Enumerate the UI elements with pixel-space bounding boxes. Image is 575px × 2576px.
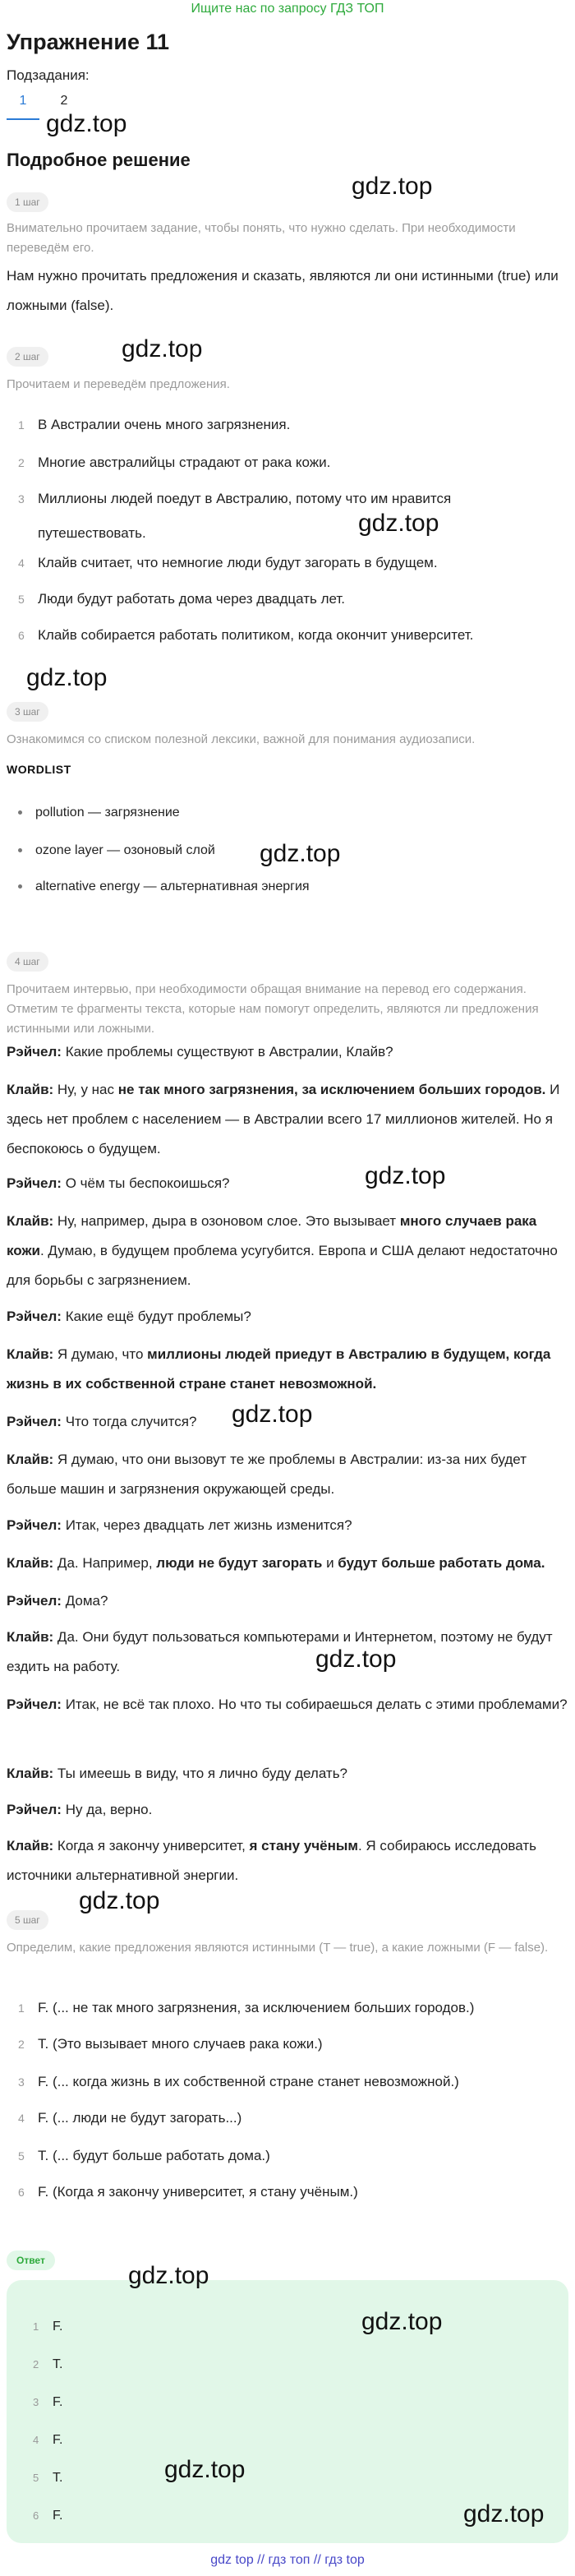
watermark: gdz.top	[79, 1887, 160, 1914]
item-number: 6	[18, 2186, 25, 2199]
step-1-description: Внимательно прочитаем задание, чтобы понять, что нужно сделать. При необходимости переведём его.	[7, 221, 516, 255]
speaker-name: Рэйчел:	[7, 1593, 62, 1609]
speaker-name: Клайв:	[7, 1082, 54, 1097]
speaker-name: Клайв:	[7, 1629, 54, 1645]
bullet-icon	[18, 810, 22, 815]
item-text: Многие австралийцы страдают от рака кожи.	[38, 455, 331, 470]
dialog-line	[7, 1445, 568, 1504]
item-number: 3	[18, 492, 25, 506]
dialog-line	[7, 1831, 568, 1890]
item-text: F.	[53, 2395, 63, 2409]
dialog-text: Я думаю, что они вызовут те же проблемы в Австралии: из-за них будет больше машин и загрязнения окружающей среды.	[7, 1452, 527, 1497]
item-number: 5	[33, 2472, 39, 2484]
bullet-icon	[18, 848, 22, 852]
highlighted-fragment: будут больше работать дома.	[338, 1555, 545, 1571]
step-4-description: Прочитаем интервью, при необходимости обращая внимание на перевод его содержания. Отметим те фрагменты текста, которые нам помогут определить, являются ли предложения истинными или ложными.	[7, 982, 539, 1036]
speaker-name: Клайв:	[7, 1346, 54, 1362]
item-text: Клайв собирается работать политиком, когда окончит университет.	[38, 627, 474, 643]
answer-item	[33, 2509, 62, 2523]
item-text: T.	[53, 2471, 63, 2485]
step-chip-2: 2 шаг	[7, 347, 48, 367]
dialog-line	[7, 1623, 568, 1682]
watermark: gdz.top	[315, 1646, 397, 1673]
item-text: F. (... когда жизнь в их собственной стране станет невозможной.)	[38, 2074, 459, 2089]
speaker-name: Рэйчел:	[7, 1517, 62, 1533]
footer-link-gdz-top-mixed[interactable]: гдз top	[324, 2553, 365, 2567]
dialog-line	[7, 1037, 568, 1067]
dialog-text: Итак, через двадцать лет жизнь изменится?	[61, 1517, 352, 1533]
item-text: F.	[53, 2320, 63, 2334]
footer-links	[0, 2553, 575, 2568]
item-text: T. (... будут больше работать дома.)	[38, 2148, 270, 2163]
dialog-line	[7, 1549, 568, 1578]
item-text: F.	[53, 2433, 63, 2447]
item-number: 4	[33, 2434, 39, 2446]
item-number: 6	[18, 629, 25, 642]
word-text: ozone layer — озоновый слой	[35, 843, 215, 857]
item-number: 3	[18, 2075, 25, 2089]
dialog-line	[7, 1759, 568, 1789]
answer-chip: Ответ	[7, 2251, 55, 2270]
step-3-description: Ознакомимся со списком полезной лексики, важной для понимания аудиозаписи.	[7, 732, 476, 746]
highlighted-fragment: не так много загрязнения, за исключением больших городов.	[117, 1082, 546, 1097]
step-chip-4: 4 шаг	[7, 952, 48, 972]
list-item	[7, 2065, 565, 2099]
item-number: 1	[18, 418, 25, 432]
item-number: 4	[18, 556, 25, 570]
item-number: 2	[18, 2038, 25, 2051]
solution-title: Подробное решение	[7, 150, 191, 170]
item-number: 1	[18, 2001, 25, 2015]
answer-item	[33, 2395, 62, 2410]
bullet-icon	[18, 884, 22, 889]
footer-separator: //	[257, 2553, 265, 2567]
speaker-name: Клайв:	[7, 1213, 54, 1229]
watermark: gdz.top	[365, 1162, 446, 1189]
word-text: pollution — загрязнение	[35, 806, 180, 819]
list-item	[7, 618, 565, 653]
speaker-name: Рэйчел:	[7, 1309, 62, 1324]
dialog-line	[7, 1340, 568, 1399]
dialog-line	[7, 1511, 568, 1540]
speaker-name: Рэйчел:	[7, 1802, 62, 1817]
speaker-name: Рэйчел:	[7, 1044, 62, 1059]
watermark: gdz.top	[358, 510, 439, 537]
dialog-line	[7, 1690, 568, 1720]
tab-subtask-1[interactable]: 1	[19, 94, 27, 108]
speaker-name: Рэйчел:	[7, 1697, 62, 1712]
watermark: gdz.top	[26, 664, 108, 691]
dialog-text: . Думаю, в будущем проблема усугубится. Европа и США делают недостаточно для борьбы с загрязнением.	[7, 1243, 558, 1288]
item-text: Миллионы людей поедут в Австралию, потому что им нравится путешествовать.	[38, 491, 452, 541]
dialog-text: О чём ты беспокоишься?	[61, 1175, 230, 1191]
list-item	[7, 2027, 565, 2061]
list-item	[7, 582, 565, 616]
search-banner: Ищите нас по запросу ГДЗ ТОП	[191, 2, 384, 16]
step-chip-3: 3 шаг	[7, 702, 48, 722]
highlighted-fragment: много случаев рака кожи	[7, 1213, 537, 1258]
item-text: F. (Когда я закончу университет, я стану учёным.)	[38, 2184, 358, 2200]
highlighted-fragment: люди не будут загорать	[156, 1555, 323, 1571]
dialog-text: Ну да, верно.	[61, 1802, 153, 1817]
watermark: gdz.top	[46, 110, 127, 137]
watermark: gdz.top	[164, 2456, 246, 2483]
item-text: Люди будут работать дома через двадцать лет.	[38, 591, 346, 607]
tab-subtask-2[interactable]: 2	[60, 94, 68, 108]
active-tab-indicator	[7, 118, 39, 120]
word-text: alternative energy — альтернативная энергия	[35, 879, 310, 893]
list-item	[7, 408, 565, 442]
dialog-text: Ты имеешь в виду, что я лично буду делать?	[53, 1766, 348, 1781]
highlighted-fragment: я стану учёным	[249, 1838, 358, 1854]
watermark: gdz.top	[122, 335, 203, 362]
item-text: T.	[53, 2357, 63, 2371]
item-number: 5	[18, 2149, 25, 2163]
dialog-text: Что тогда случится?	[61, 1414, 197, 1429]
speaker-name: Клайв:	[7, 1452, 54, 1467]
dialog-text: Ну, например, дыра в озоновом слое. Это вызывает	[53, 1213, 400, 1229]
step-5-description: Определим, какие предложения являются истинными (T — true), а какие ложными (F — false).	[7, 1941, 549, 1955]
watermark: gdz.top	[128, 2262, 209, 2289]
item-text: Клайв считает, что немногие люди будут загорать в будущем.	[38, 555, 438, 570]
speaker-name: Клайв:	[7, 1555, 54, 1571]
speaker-name: Рэйчел:	[7, 1414, 62, 1429]
dialog-text: Итак, не всё так плохо. Но что ты собираешься делать с этими проблемами?	[61, 1697, 568, 1712]
list-item	[7, 445, 565, 480]
highlighted-fragment: миллионы людей приедут в Австралию в будущем, когда жизнь в их собственной стране станет невозможной.	[7, 1346, 551, 1392]
answer-item	[33, 2320, 62, 2334]
footer-link-gdz-top-ru[interactable]: гдз топ	[268, 2553, 310, 2567]
list-item	[7, 2101, 565, 2135]
dialog-line	[7, 1586, 568, 1616]
item-number: 2	[18, 456, 25, 469]
answer-item	[33, 2357, 62, 2372]
dialog-text: Дома?	[61, 1593, 108, 1609]
dialog-line	[7, 1075, 568, 1164]
list-item	[7, 2175, 565, 2209]
dialog-text: И здесь нет проблем с населением — в Австралии всего 17 миллионов жителей. Но я беспокоюсь о будущем.	[7, 1082, 560, 1156]
item-number: 4	[18, 2112, 25, 2125]
step-1-text: Нам нужно прочитать предложения и сказать, являются ли они истинными (true) или ложными (false).	[7, 268, 559, 313]
footer-separator: //	[313, 2553, 321, 2567]
speaker-name: Клайв:	[7, 1838, 54, 1854]
item-text: T. (Это вызывает много случаев рака кожи.)	[38, 2036, 323, 2052]
watermark: gdz.top	[352, 173, 433, 200]
watermark: gdz.top	[463, 2500, 545, 2528]
dialog-text: Когда я закончу университет,	[53, 1838, 250, 1854]
dialog-text: Ну, у нас	[53, 1082, 118, 1097]
answer-item	[33, 2433, 62, 2448]
dialog-text: . Я собираюсь исследовать источники альтернативной энергии.	[7, 1838, 536, 1883]
item-number: 5	[18, 593, 25, 606]
subtask-tabs	[7, 90, 89, 120]
item-text: F. (... не так много загрязнения, за исключением больших городов.)	[38, 2000, 475, 2015]
item-text: F.	[53, 2509, 63, 2523]
page-title: Упражнение 11	[7, 30, 170, 54]
item-number: 1	[33, 2320, 39, 2333]
step-2-description: Прочитаем и переведём предложения.	[7, 377, 230, 391]
footer-link-gdz-top[interactable]: gdz top	[210, 2553, 254, 2567]
dialog-line	[7, 1795, 568, 1825]
watermark: gdz.top	[232, 1401, 313, 1428]
speaker-name: Клайв:	[7, 1766, 54, 1781]
wordlist-item	[18, 806, 180, 820]
item-number: 6	[33, 2509, 39, 2522]
dialog-text: Я думаю, что	[53, 1346, 148, 1362]
list-item	[7, 546, 565, 580]
wordlist-item	[18, 843, 215, 858]
subtasks-label: Подзадания:	[7, 67, 90, 83]
wordlist-item	[18, 879, 310, 894]
item-text: F. (... люди не будут загорать...)	[38, 2110, 242, 2126]
step-chip-5: 5 шаг	[7, 1910, 48, 1930]
dialog-line	[7, 1169, 568, 1198]
speaker-name: Рэйчел:	[7, 1175, 62, 1191]
dialog-text: и	[322, 1555, 338, 1571]
item-number: 2	[33, 2358, 39, 2371]
dialog-line	[7, 1207, 568, 1295]
dialog-text: Да. Например,	[53, 1555, 157, 1571]
dialog-text: Да. Они будут пользоваться компьютерами и Интернетом, поэтому не будут ездить на работу.	[7, 1629, 553, 1674]
wordlist-title: WORDLIST	[7, 763, 71, 776]
item-text: В Австралии очень много загрязнения.	[38, 417, 291, 432]
answer-box	[7, 2280, 568, 2543]
watermark: gdz.top	[260, 840, 341, 867]
list-item	[7, 2139, 565, 2173]
step-chip-1: 1 шаг	[7, 192, 48, 212]
watermark: gdz.top	[361, 2308, 443, 2335]
dialog-text: Какие проблемы существуют в Австралии, Клайв?	[61, 1044, 393, 1059]
item-number: 3	[33, 2396, 39, 2408]
list-item	[7, 1991, 565, 2025]
answer-item	[33, 2471, 62, 2486]
dialog-line	[7, 1407, 568, 1437]
dialog-text: Какие ещё будут проблемы?	[61, 1309, 251, 1324]
dialog-line	[7, 1302, 568, 1332]
